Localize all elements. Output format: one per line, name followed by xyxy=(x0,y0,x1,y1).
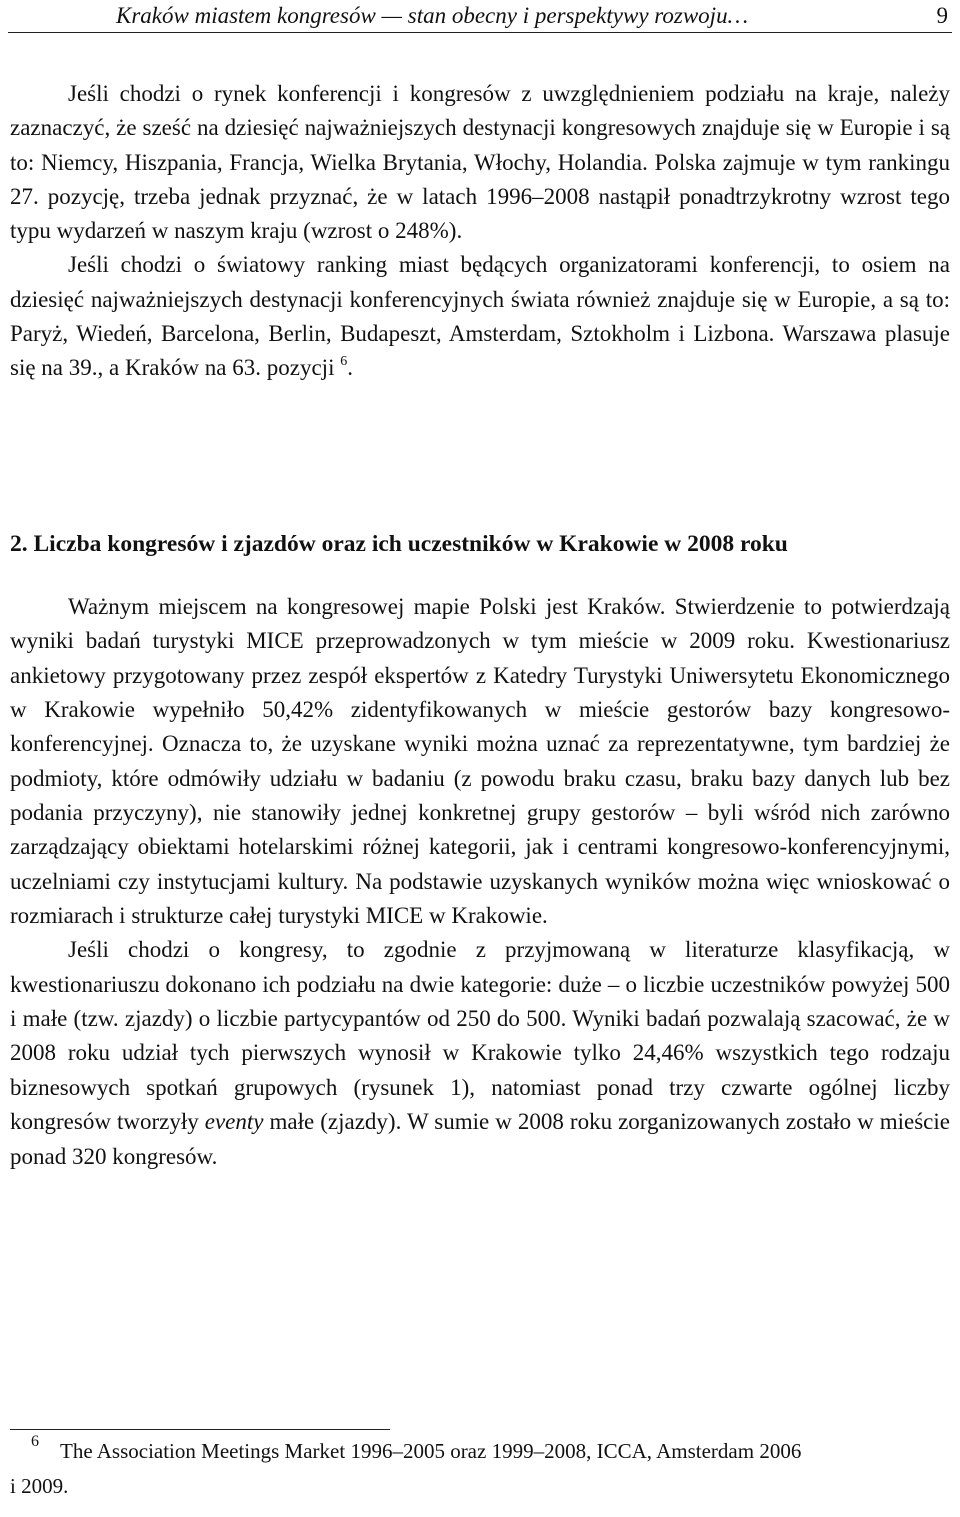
paragraph xyxy=(10,248,950,385)
paragraph xyxy=(10,933,950,1173)
intro-section xyxy=(10,77,950,386)
running-title: Kraków miastem kongresów — stan obecny i perspektywy rozwoju… xyxy=(116,3,749,28)
footnote-text-continued: i 2009. xyxy=(10,1474,69,1498)
footnote-text: The Association Meetings Market 1996–2005 oraz 1999–2008, ICCA, Amsterdam 2006 xyxy=(60,1439,802,1463)
footnote: 6 The Association Meetings Market 1996–2005 oraz 1999–2008, ICCA, Amsterdam 2006 i 2009. xyxy=(10,1438,950,1499)
paragraph-end: . xyxy=(347,355,353,381)
paragraph: Ważnym miejscem na kongresowej mapie Polski jest Kraków. Stwierdzenie to potwierdzają wyniki badań turystyki MICE przeprowadzonych w tym mieście w 2009 roku. Kwestionariusz ankietowy przygotowany przez zespół ekspertów z Katedry Turystyki Uniwersytetu Ekonomicznego w Krakowie wypełniło 50,42% zidentyfikowanych w mieście gestorów bazy kongresowo-konferencyjnej. Oznacza to, że uzyskane wyniki można uznać za reprezentatywne, tym bardziej że podmioty, które odmówiły udziału w badaniu (z powodu braku czasu, braku bazy danych lub bez podania przyczyny), nie stanowiły jednej konkretnej grupy gestorów – byli wśród nich zarówno zarządzający obiektami hotelarskimi różnej kategorii, jak i centrami kongresowo-konferencyjnymi, uczelniami czy instytucjami kultury. Na podstawie uzyskanych wyników można więc wnioskować o rozmiarach i strukturze całej turystyki MICE w Krakowie. xyxy=(10,594,950,929)
section-2-body xyxy=(10,590,950,1174)
paragraph-text: małe (zjazdy). W sumie w 2008 roku zorganizowanych zostało w mieście ponad 320 kongresów. xyxy=(10,1109,950,1169)
paragraph-text: Jeśli chodzi o kongresy, to zgodnie z przyjmowaną w literaturze klasyfikacją, w kwestionariuszu dokonano ich podziału na dwie kategorie: duże – o liczbie uczestników powyżej 500 i małe (tzw. zjazdy) o liczbie partycypantów od 250 do 500. Wyniki badań pozwalają szacować, że w 2008 roku udział tych pierwszych wynosił w Krakowie tylko 24,46% wszystkich tego rodzaju biznesowych spotkań grupowych (rysunek 1), natomiast ponad trzy czwarte ogólnej liczby kongresów tworzyły xyxy=(10,937,950,1135)
section-heading: 2. Liczba kongresów i zjazdów oraz ich uczestników w Krakowie w 2008 roku xyxy=(10,531,788,557)
page-number: 9 xyxy=(936,3,948,28)
footnote-reference[interactable]: 6 xyxy=(340,354,348,370)
italic-term: eventy xyxy=(204,1109,264,1135)
footnote-separator xyxy=(10,1429,390,1430)
running-header xyxy=(8,2,952,33)
paragraph-text: Jeśli chodzi o światowy ranking miast będących organizatorami konferencji, to osiem na dziesięć najważniejszych destynacji konferencyjnych świata również znajduje się w Europie, a są to: Paryż, Wiedeń, Barcelona, Berlin, Budapeszt, Amsterdam, Sztokholm i Lizbona. Warszawa plasuje się na 39., a Kraków na 63. pozycji xyxy=(10,252,950,381)
paragraph: Jeśli chodzi o rynek konferencji i kongresów z uwzględnieniem podziału na kraje, należy zaznaczyć, że sześć na dziesięć najważniejszych destynacji kongresowych znajduje się w Europie i są to: Niemcy, Hiszpania, Francja, Wielka Brytania, Włochy, Holandia. Polska zajmuje w tym rankingu 27. pozycję, trzeba jednak przyznać, że w latach 1996–2008 nastąpił ponadtrzykrotny wzrost tego typu wydarzeń w naszym kraju (wzrost o 248%). xyxy=(10,81,950,244)
